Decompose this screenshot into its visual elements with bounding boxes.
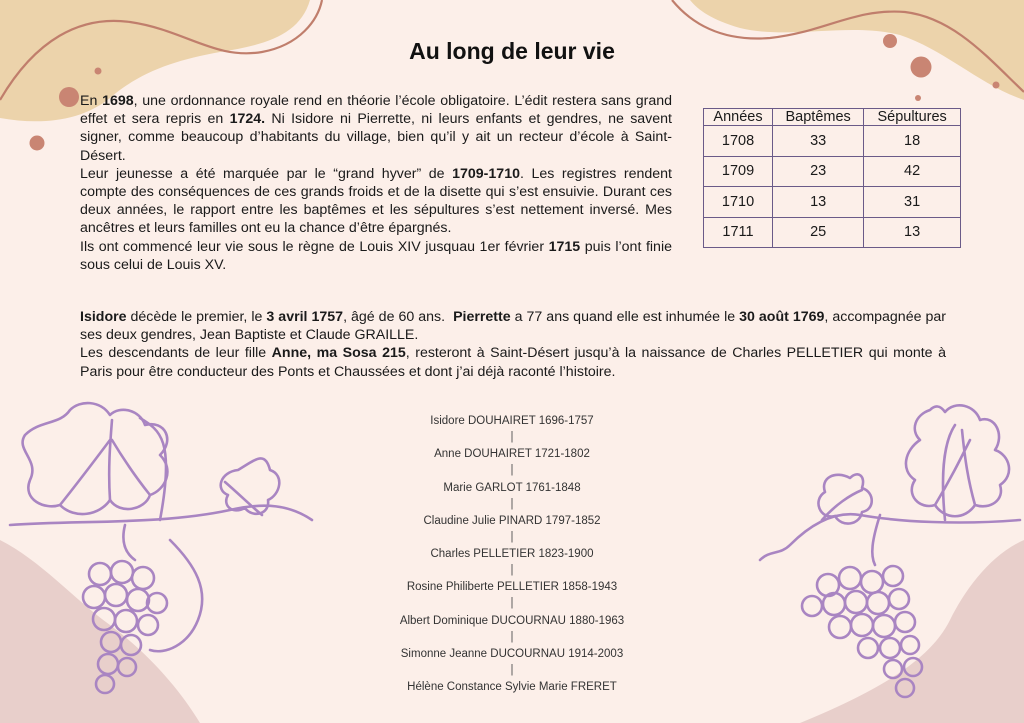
- column-header-years: Années: [704, 109, 773, 126]
- lineage-connector: |: [510, 664, 514, 677]
- descendants-paragraph: [80, 344, 946, 380]
- year-highlight: 1698: [102, 93, 134, 109]
- death-paragraph: [80, 308, 946, 344]
- intro-text-span: puis l’ont finie sous celui de Louis XV.: [80, 238, 672, 273]
- lineage-person: Rosine Philiberte PELLETIER 1858-1943: [406, 581, 618, 594]
- para-text-span: a 77 ans quand elle est inhumée le: [510, 309, 740, 325]
- year-highlight: 1715: [548, 238, 581, 255]
- intro-text-span: Ils ont commencé leur vie sous le règne de Louis XIV jusquau 1er février: [80, 238, 549, 255]
- table-header-row: [704, 109, 961, 126]
- para-text-span: , resteront à Saint-Désert jusqu’à la naissance de Charles PELLETIER qui monte à Paris pour être conducteur des Ponts et Chaussées et dont j’ai déjà raconté l’histoire.: [80, 345, 946, 380]
- lineage-person: Marie GARLOT 1761-1848: [443, 481, 581, 494]
- lineage-connector: |: [510, 530, 514, 543]
- table-row: [704, 217, 961, 248]
- table-cell: 18: [864, 126, 961, 157]
- column-header-baptisms: Baptêmes: [773, 109, 864, 126]
- para-text-span: Les descendants de leur fille: [80, 345, 272, 362]
- table-row: [704, 187, 961, 218]
- intro-text-span: . Les registres rendent compte des conséquences de ces grands froids et de la disette qui s’est ensuivie. Durant ces deux années, le rapport entre les baptêmes et les sépultures s’est nettement inversé. Mes ancêtres et leurs familles ont eu la chance d’être épargnés.: [80, 165, 672, 237]
- page-title: Au long de leur vie: [409, 38, 615, 64]
- table-cell: 31: [864, 187, 961, 218]
- table-cell: 13: [773, 187, 864, 218]
- lineage-person: Claudine Julie PINARD 1797-1852: [423, 514, 601, 527]
- table-cell: 25: [773, 217, 864, 248]
- table-cell: 42: [864, 156, 961, 187]
- table-cell: 33: [773, 126, 864, 157]
- table-cell: 23: [773, 156, 864, 187]
- person-name: Isidore: [80, 309, 127, 325]
- table-cell: 1710: [704, 187, 773, 218]
- para-text-span: , âgé de 60 ans.: [343, 309, 454, 325]
- date-highlight: 30 août 1769: [739, 309, 825, 325]
- lineage-person: Simonne Jeanne DUCOURNAU 1914-2003: [400, 648, 624, 661]
- lineage-connector: |: [510, 597, 514, 610]
- lineage-connector: |: [510, 497, 514, 510]
- para-text-span: , accompagnée par ses deux gendres, Jean Baptiste et Claude GRAILLE.: [80, 309, 946, 344]
- lineage-person: Hélène Constance Sylvie Marie FRERET: [407, 681, 617, 694]
- intro-text-span: Leur jeunesse a été marquée par le “grand hyver” de: [80, 165, 453, 182]
- lineage-connector: |: [510, 564, 514, 577]
- year-highlight: 1709-1710: [452, 165, 520, 182]
- intro-paragraph-3: [80, 238, 672, 274]
- person-name: Pierrette: [453, 309, 511, 325]
- table-row: [704, 156, 961, 187]
- intro-text-span: , une ordonnance royale rend en théorie l’école obligatoire. L’édit restera sans grand effet et sera repris en: [80, 93, 672, 128]
- intro-paragraph-1: En 1698, une ordonnance royale rend en théorie l’école obligatoire. L’édit restera sans grand effet et sera repris en 1724. Ni Isidore ni Pierrette, ni leurs enfants et gendres, ne savent signer, comme beaucoup d’habitants du village, bien qu’il y ait un recteur d’école à Saint-Désert.: [80, 93, 673, 164]
- lineage-connector: |: [510, 464, 514, 477]
- intro-text-span: Ni Isidore ni Pierrette, ni leurs enfants et gendres, ne savent signer, comme beaucoup d’habitants du village, bien qu’il y ait un recteur d’école à Saint-Désert.: [80, 111, 673, 164]
- lineage-person: Anne DOUHAIRET 1721-1802: [434, 448, 590, 461]
- column-header-burials: Sépultures: [864, 109, 961, 126]
- year-highlight: 1724.: [229, 111, 266, 128]
- table-cell: 13: [864, 217, 961, 248]
- table-cell: 1708: [704, 126, 773, 157]
- person-name: Anne, ma Sosa 215: [271, 345, 406, 362]
- date-highlight: 3 avril 1757: [266, 309, 344, 325]
- lineage-connector: |: [510, 630, 514, 643]
- table-cell: 1711: [704, 217, 773, 248]
- lineage-connector: |: [510, 431, 514, 443]
- intro-text: [80, 92, 672, 274]
- table-row: [704, 126, 961, 157]
- lineage-person: Charles PELLETIER 1823-1900: [430, 548, 594, 561]
- lineage-person: Albert Dominique DUCOURNAU 1880-1963: [399, 614, 625, 627]
- death-and-descendants-text: [80, 308, 946, 381]
- intro-paragraph-2: [80, 165, 672, 238]
- table-cell: 1709: [704, 156, 773, 187]
- lineage-tree: [312, 412, 712, 696]
- lineage-person: Isidore DOUHAIRET 1696-1757: [430, 415, 594, 427]
- baptism-burial-table: [703, 108, 961, 248]
- para-text-span: décède le premier, le: [126, 309, 267, 325]
